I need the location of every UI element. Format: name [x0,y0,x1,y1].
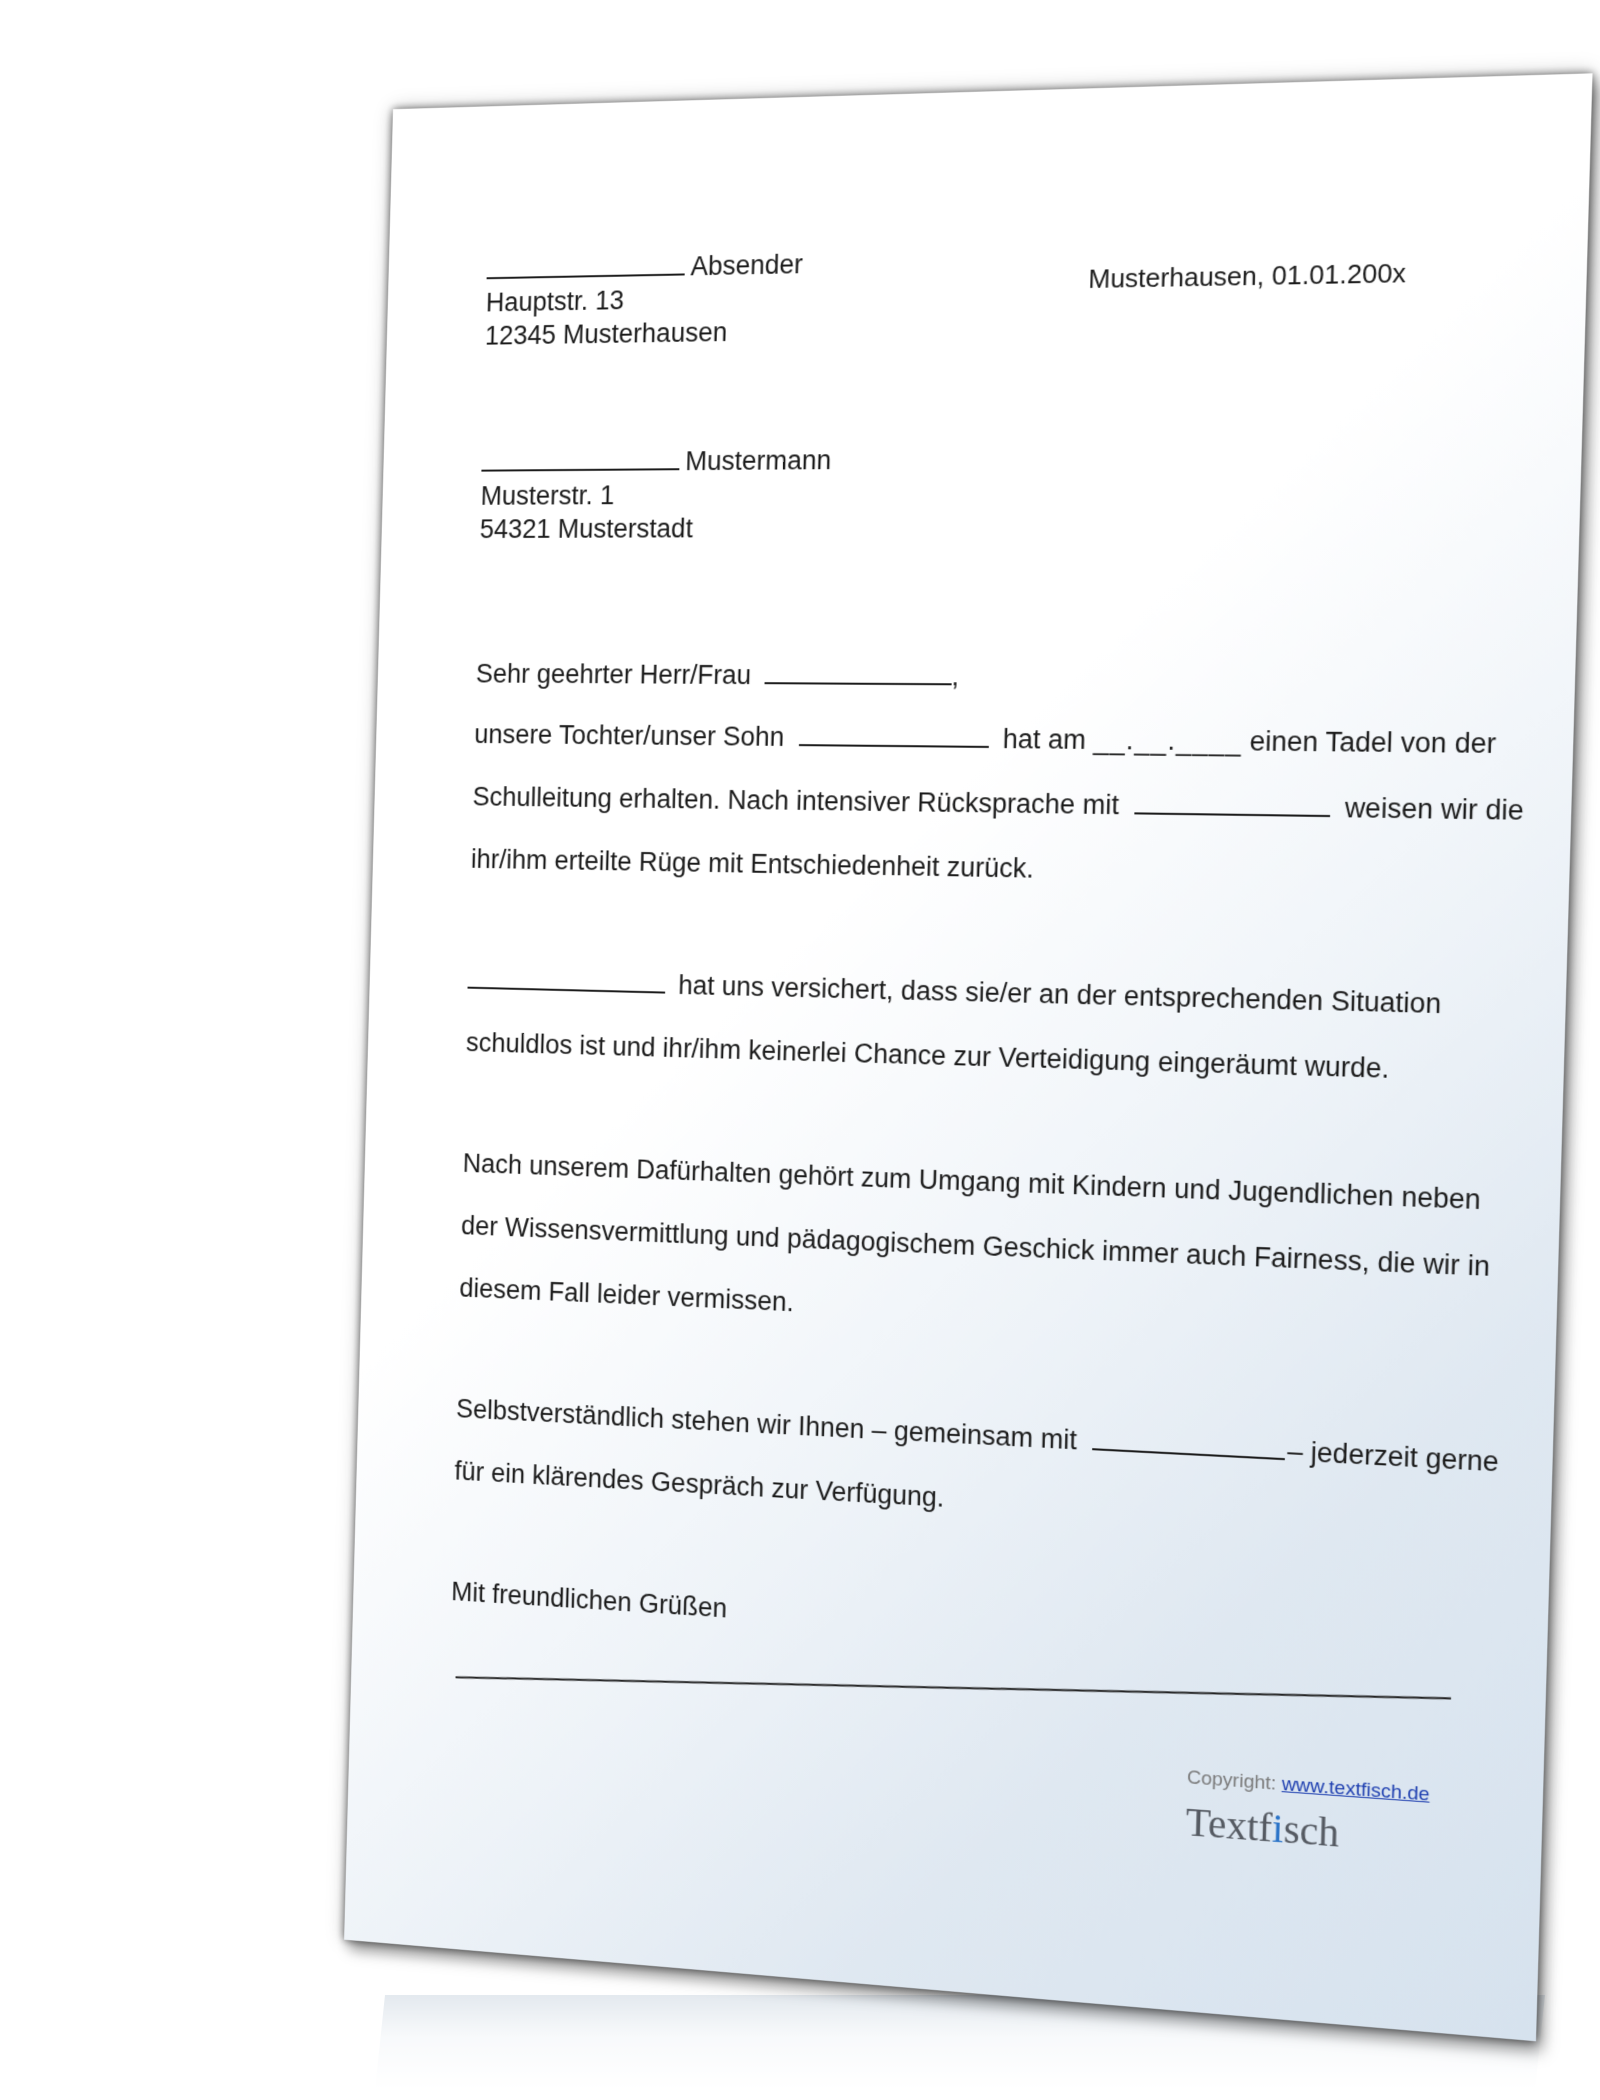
recipient-name-line [481,447,831,476]
paragraph4-line2: für ein klärendes Gespräch zur Verfügung. [454,1456,945,1513]
salutation-comma: , [951,661,960,692]
paragraph3-line1: Nach unserem Dafürhalten gehört zum Umgang mit Kindern und Jugendlichen neben [462,1148,1482,1216]
logo-text-after: sch [1283,1805,1340,1856]
recipient-name-blank [481,467,679,471]
child-name-blank-2 [467,986,665,994]
copyright-link[interactable]: www.textfisch.de [1281,1773,1430,1806]
companion-blank [1092,1447,1285,1460]
logo-text-before: Textf [1185,1798,1273,1851]
p1-text-c: einen Tadel von der [1249,725,1497,760]
copyright-label: Copyright: [1186,1766,1277,1795]
paragraph2-line2: schuldlos ist und ihr/ihm keinerlei Chance zur Verteidigung eingeräumt wurde. [465,1027,1390,1084]
sender-name-line [486,251,803,284]
letter-page [344,73,1592,2041]
sender-city: 12345 Musterhausen [484,317,728,351]
closing: Mit freundlichen Grüßen [450,1576,728,1624]
logo-fish-letter: i [1271,1804,1285,1852]
p1-text-d: Schulleitung erhalten. Nach intensiver Rücksprache mit [472,781,1120,821]
paragraph1-line3: ihr/ihm erteilte Rüge mit Entschiedenheit zurück. [470,844,1035,884]
p1-text-a: unsere Tochter/unser Sohn [473,719,785,752]
sender-name-label: Absender [690,249,804,282]
signature-line [456,1676,1452,1699]
salutation [476,661,960,690]
paragraph3-line2: der Wissensvermittlung und pädagogischem Geschick immer auch Fairness, die wir in [460,1210,1491,1283]
salutation-prefix: Sehr geehrter Herr/Frau [475,659,752,691]
date-line: Musterhausen, 01.01.200x [1087,257,1407,295]
paragraph3-line3: diesem Fall leider vermissen. [459,1273,795,1318]
p1-text-b: hat am [1002,723,1087,755]
sender-name-blank [487,272,685,279]
paragraph1-line2 [472,781,1525,826]
recipient-name-label: Mustermann [684,445,832,477]
date-blank: __.__.____ [1093,724,1243,757]
textfisch-logo [1185,1797,1340,1856]
paragraph2-line1 [467,967,1441,1018]
p4-text-b: – jederzeit gerne [1287,1435,1500,1478]
p2-text-a: hat uns versichert, dass sie/er an der entsprechenden Situation [677,970,1442,1020]
child-name-blank [799,743,989,748]
paragraph1-line1 [474,721,1496,758]
recipient-city: 54321 Musterstadt [479,513,694,544]
recipient-street: Musterstr. 1 [480,480,615,511]
p1-text-e: weisen wir die [1344,792,1525,826]
page-perspective [29,0,1600,2100]
person-blank [1135,811,1331,817]
p4-text-a: Selbstverständlich stehen wir Ihnen – gemeinsam mit [455,1393,1078,1456]
salutation-name-blank [764,681,951,685]
sender-street: Hauptstr. 13 [485,285,625,318]
